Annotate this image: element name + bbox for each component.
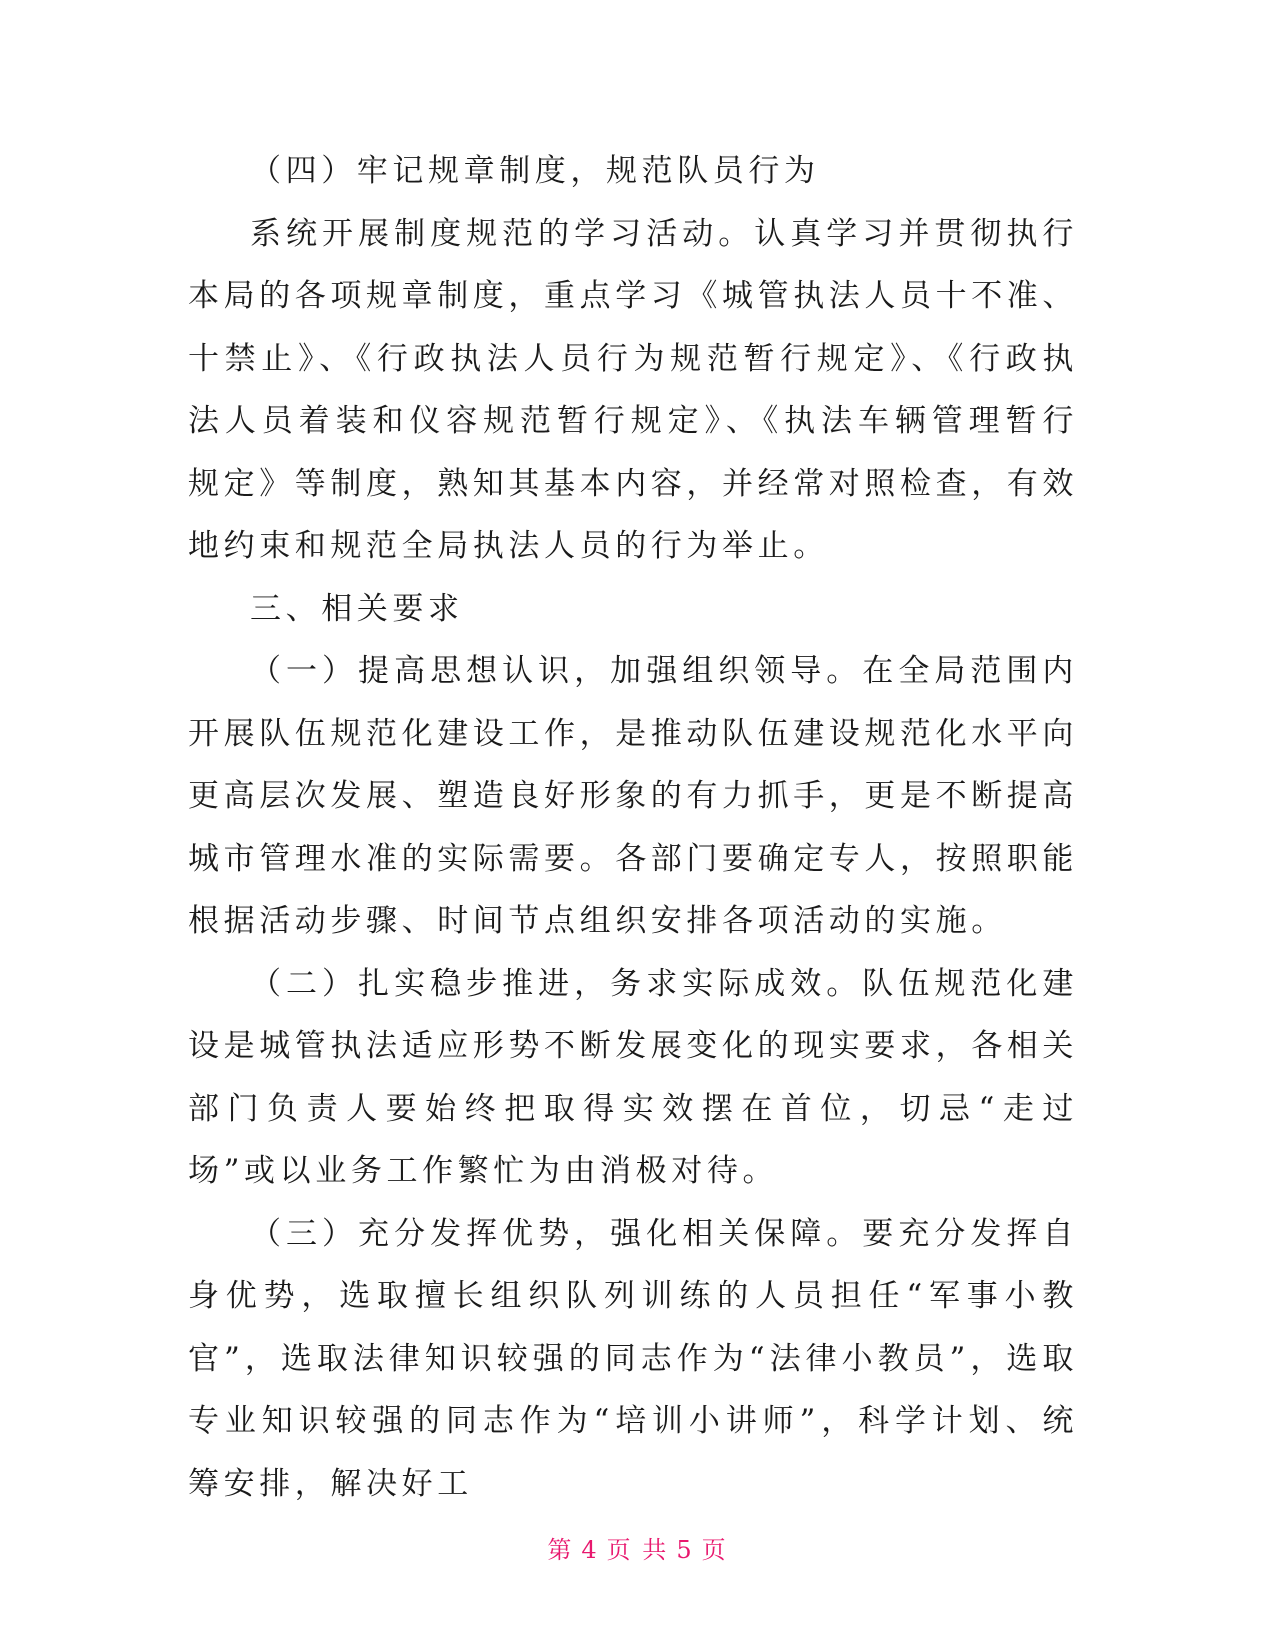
document-body [188, 140, 1078, 1515]
body-paragraph: 系统开展制度规范的学习活动。认真学习并贯彻执行本局的各项规章制度，重点学习《城管执法人员十不准、十禁止》、《行政执法人员行为规范暂行规定》、《行政执法人员着装和仪容规范暂行规定》、《执法车辆管理暂行规定》等制度，熟知其基本内容，并经常对照检查，有效地约束和规范全局执法人员的行为举止。 [188, 215, 1078, 564]
body-paragraph: （一）提高思想认识，加强组织领导。在全局范围内开展队伍规范化建设工作，是推动队伍建设规范化水平向更高层次发展、塑造良好形象的有力抓手，更是不断提高城市管理水准的实际需要。各部门要确定专人，按照职能根据活动步骤、时间节点组织安排各项活动的实施。 [188, 653, 1078, 939]
footer-prefix: 第 [547, 1536, 574, 1564]
body-paragraph: （二）扎实稳步推进，务求实际成效。队伍规范化建设是城管执法适应形势不断发展变化的现实要求，各相关部门负责人要始终把取得实效摆在首位，切忌“走过场”或以业务工作繁忙为由消极对待。 [188, 965, 1078, 1189]
page-footer [0, 1530, 1275, 1565]
footer-suffix: 页 [701, 1536, 728, 1564]
section-heading-four: （四）牢记规章制度，规范队员行为 [250, 153, 820, 189]
footer-current-page: 4 [581, 1536, 599, 1564]
footer-total-pages: 5 [676, 1536, 694, 1564]
body-paragraph: （三）充分发挥优势，强化相关保障。要充分发挥自身优势，选取擅长组织队列训练的人员担任“军事小教官”，选取法律知识较强的同志作为“法律小教员”，选取专业知识较强的同志作为“培训小讲师”，科学计划、统筹安排，解决好工 [188, 1215, 1078, 1502]
footer-mid: 页 共 [606, 1536, 669, 1564]
section-heading-requirements: 三、相关要求 [250, 590, 464, 627]
